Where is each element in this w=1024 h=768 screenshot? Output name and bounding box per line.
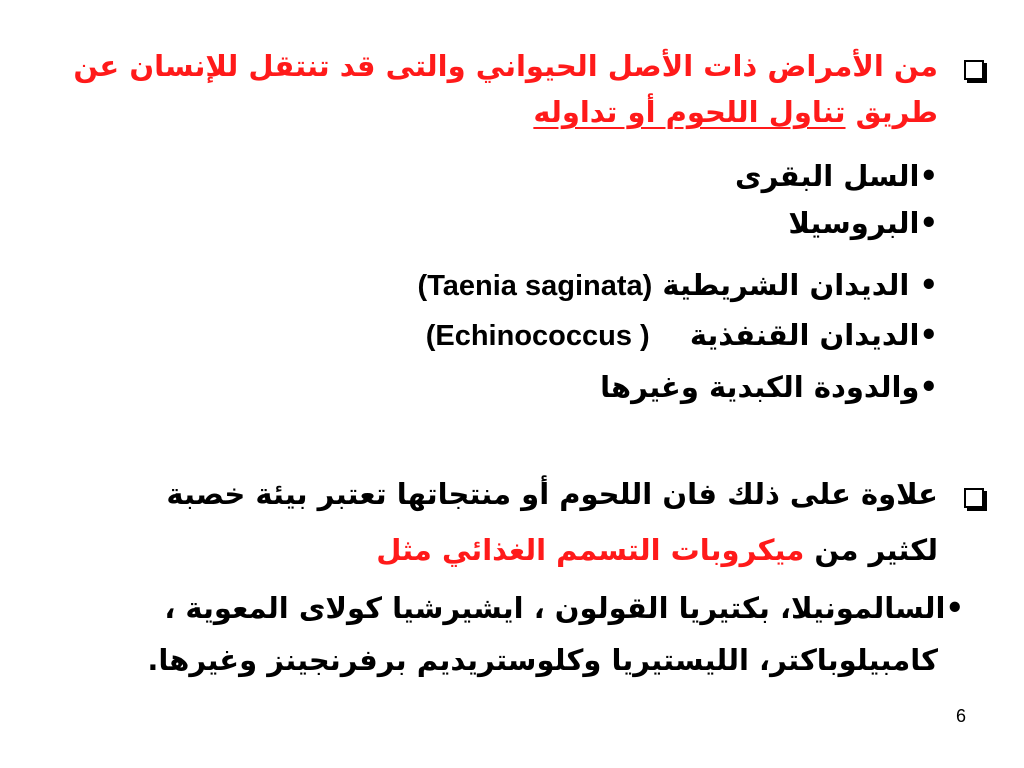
section2-line1: علاوة على ذلك فان اللحوم أو منتجاتها تعتبر بيئة خصبة [166, 477, 938, 511]
list-item-echinococcus [30, 315, 938, 357]
checkbox-bullet-icon [964, 488, 984, 508]
list-item-tapeworm [30, 265, 938, 307]
section2-line4: كامبيلوباكتر، الليستيريا وكلوستريديم برفرنجينز وغيرها. [147, 643, 938, 677]
tapeworm-latin: (Taenia saginata) [417, 270, 653, 302]
section1-line2 [30, 92, 938, 134]
list-item-liver-fluke: •والدودة الكبدية وغيرها [600, 370, 938, 404]
checkbox-bullet-icon [964, 60, 984, 80]
list-item-brucella: •البروسيلا [788, 206, 938, 240]
section1-line2-plain: طريق [845, 95, 938, 129]
section2-line2-red: ميكروبات التسمم الغذائي مثل [376, 533, 805, 567]
echinococcus-arabic: •الديدان القنفذية [689, 318, 938, 352]
section2-line3: •السالمونيلا، بكتيريا القولون ، ايشيرشيا كولاى المعوية ، [164, 591, 964, 625]
page-number: 6 [955, 706, 966, 726]
echinococcus-latin: (Echinococcus ) [425, 320, 650, 352]
section1-line1: من الأمراض ذات الأصل الحيواني والتى قد تنتقل للإنسان عن [73, 49, 938, 83]
section1-line2-underlined: تناول اللحوم أو تداوله [533, 95, 846, 129]
list-item-bovine-tb: •السل البقرى [734, 159, 938, 193]
section2-line2-plain: لكثير من [804, 533, 938, 567]
tapeworm-arabic: • الديدان الشريطية [662, 268, 938, 302]
section2-line2 [30, 530, 938, 572]
